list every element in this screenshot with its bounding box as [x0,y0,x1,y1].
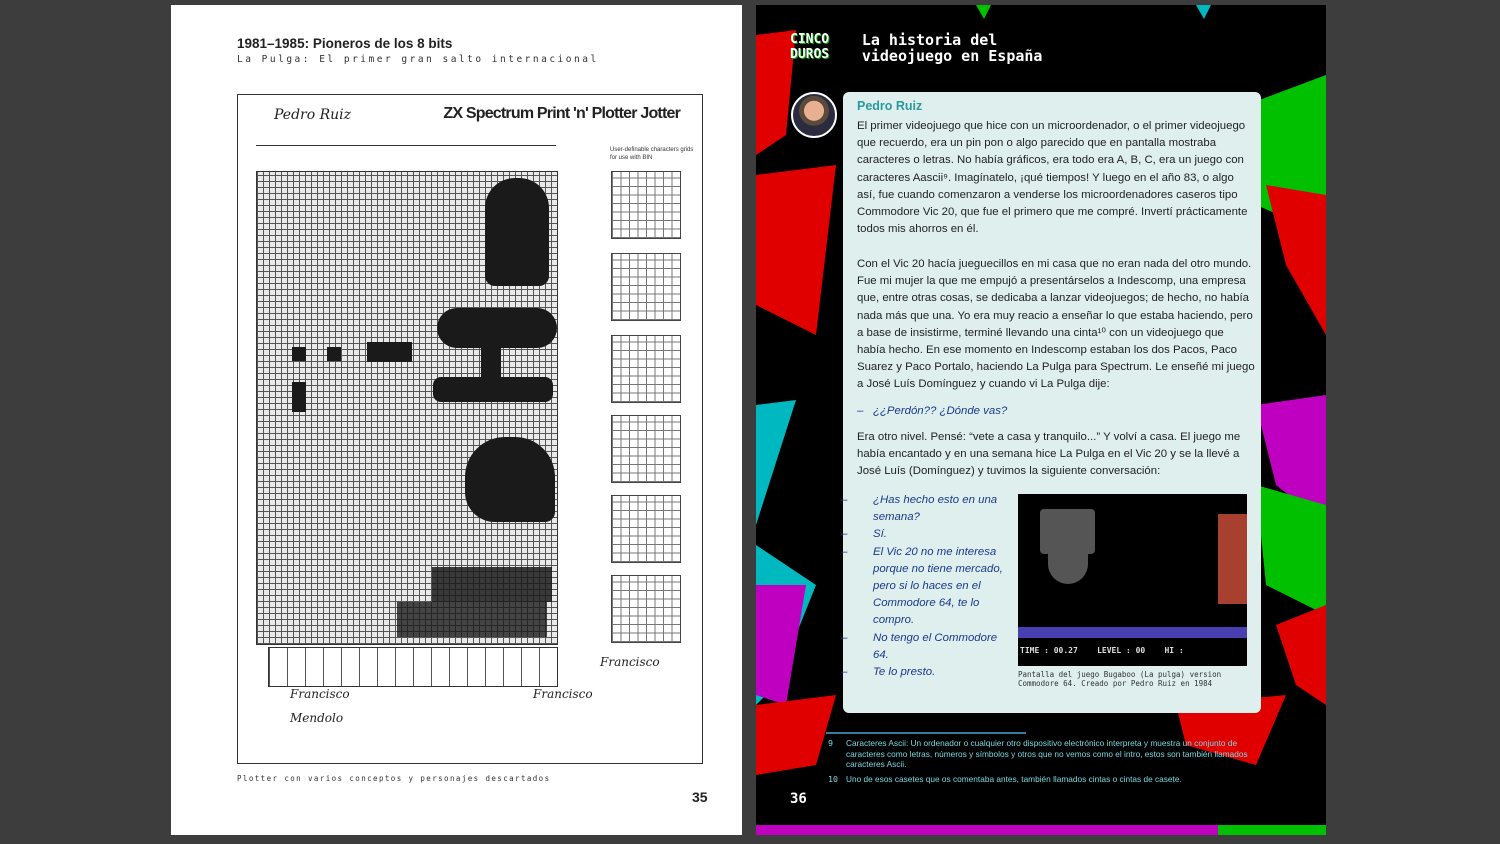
plotter-title: ZX Spectrum Print 'n' Plotter Jotter [443,105,680,122]
sprite-small [292,382,306,412]
dialogue-text: El Vic 20 no me interesa porque no tiene mercado, pero si lo haces en el Commodore 64, te lo compro. [873,545,1003,627]
sprite-roots [433,377,553,402]
scribble: Francisco [290,687,350,701]
dialogue-line: – ¿Has hecho esto en una semana? [841,494,998,524]
scribble: Francisco [533,687,593,701]
book-title-line1: La historia del [861,31,998,49]
dialogue-line: – Te lo presto. [841,666,936,679]
dialogue-line: – El Vic 20 no me interesa porque no tiene mercado, pero si lo haces en el Commodore 64, te lo compro. [841,545,1003,627]
footnote-number: 10 [828,774,838,784]
dialogue-line: – Sí. [841,528,887,541]
game-hud: TIME : 00.27 LEVEL : 00 HI : [1020,646,1184,655]
sprite-row [432,567,552,602]
dialogue-line: – ¿¿Perdón?? ¿Dónde vas? [857,405,1008,417]
footnote [828,774,1273,785]
bin-grid [611,495,681,563]
bin-grid [611,415,681,483]
game-screenshot [1018,494,1247,666]
bin-grid [611,171,681,239]
dialogue-line: – No tengo el Commodore 64. [841,631,998,661]
rock-platform [1040,509,1095,554]
chapter-title: 1981–1985: Pioneros de los 8 bits [237,36,453,51]
rock-platform [1048,554,1088,584]
footnote-text: Uno de esos casetes que os comentaba antes, también llamados cintas o cintas de casete. [846,774,1182,784]
sprite-small [292,347,306,361]
bottom-grid [268,647,558,687]
paragraph: El primer videojuego que hice con un microordenador, o el primer videojuego que recuerdo, era un pin pon o algo parecido que en pantalla mostraba caracteres o letras. No había gráficos, era todo era A, B, C, era un juego con caracteres Aascii⁹. Imagínatelo, ¡qué tiempos! Y luego en el año 83, o algo así, fue cuando comenzaron a venderse los microordenadores caseros tipo Commodore Vic 20, que fue el primero que me compré. Invertí prácticamente todos mis ahorros en él. [857,120,1248,236]
footnote-text: Caracteres Ascii: Un ordenador o cualquier otro dispositivo electrónico interpreta y muestra un conjunto de caracteres como letras, números y símbolos y otros que no vemos como el intro, estos son también llamados caracteres Ascii. [846,738,1248,769]
dialogue-text: No tengo el Commodore 64. [873,631,998,661]
right-page [756,5,1326,835]
bin-grid [611,335,681,403]
page-number: 35 [692,789,708,805]
sprite-owl [485,178,549,286]
plotter-signature: Pedro Ruiz [274,107,352,123]
publisher-logo [790,32,1042,64]
plot-grid [256,171,558,645]
screenshot-caption: Pantalla del juego Bugaboo (La pulga) version Commodore 64. Creado por Pedro Ruiz en 1984 [1018,670,1222,688]
paragraph: Era otro nivel. Pensé: “vete a casa y tranquilo...” Y volví a casa. El juego me había encantado y en una semana hice La Pulga en el Vic 20 y se la llevé a José Luís (Domínguez) y tuvimos la siguiente conversación: [857,431,1241,478]
bin-grid [611,575,681,643]
plotter-note: User-definable characters grids for use with BIN [610,147,694,161]
dialogue-text: ¿Has hecho esto en una semana? [873,494,998,524]
left-page [171,5,742,835]
footnote-divider [826,732,1026,734]
footnote-number: 9 [828,738,833,748]
avatar [791,92,837,138]
bottom-color-bar [756,825,1326,835]
sprite-small [327,347,341,361]
paragraph: Con el Vic 20 hacía jueguecillos en mi casa que no eran nada del otro mundo. Fue mi mujer la que me empujó a presentárselos a Indescomp, una empresa que, entre otras cosas, se dedicaba a lanzar videojuegos; de hecho, no había nada más que una. Yo era muy reacio a enseñar lo que estaba haciendo, pero a base de insistirme, terminé llevando una cinta¹⁰ con un videojuego que había hecho. En ese momento en Indescomp estaban los dos Pacos, Paco Suarez y Paco Portalo, haciendo La Pulga para Spectrum. Le enseñé mi juego a José Luís Domínguez y cuando vi La Pulga dije: [857,258,1255,391]
sprite-row [397,602,547,637]
dialogue-text: Sí. [873,528,887,541]
bin-grid [611,253,681,321]
footnote [828,738,1273,770]
chapter-subtitle: La Pulga: El primer gran salto internacional [237,54,599,65]
dialogue-text: Te lo presto. [873,666,936,679]
logo-text: CINCO DUROS [790,32,830,62]
sprite-creature [465,437,555,522]
page-number: 36 [790,791,807,807]
dialogue-text: ¿¿Perdón?? ¿Dónde vas? [873,405,1008,417]
plotter-sheet-image [237,94,703,764]
interviewee-name: Pedro Ruiz [857,99,923,113]
figure-caption: Plotter con varios conceptos y personajes descartados [237,774,551,783]
interview-box [843,92,1261,713]
ground-bar [1018,627,1247,638]
book-title-line2: videojuego en España [861,47,1043,65]
rock-wall [1218,514,1247,604]
scribble: Mendolo [290,711,344,725]
arrow-line [256,145,556,146]
dialogue-list [841,492,1007,681]
scribble: Francisco [600,655,660,669]
sprite-small [367,342,412,362]
